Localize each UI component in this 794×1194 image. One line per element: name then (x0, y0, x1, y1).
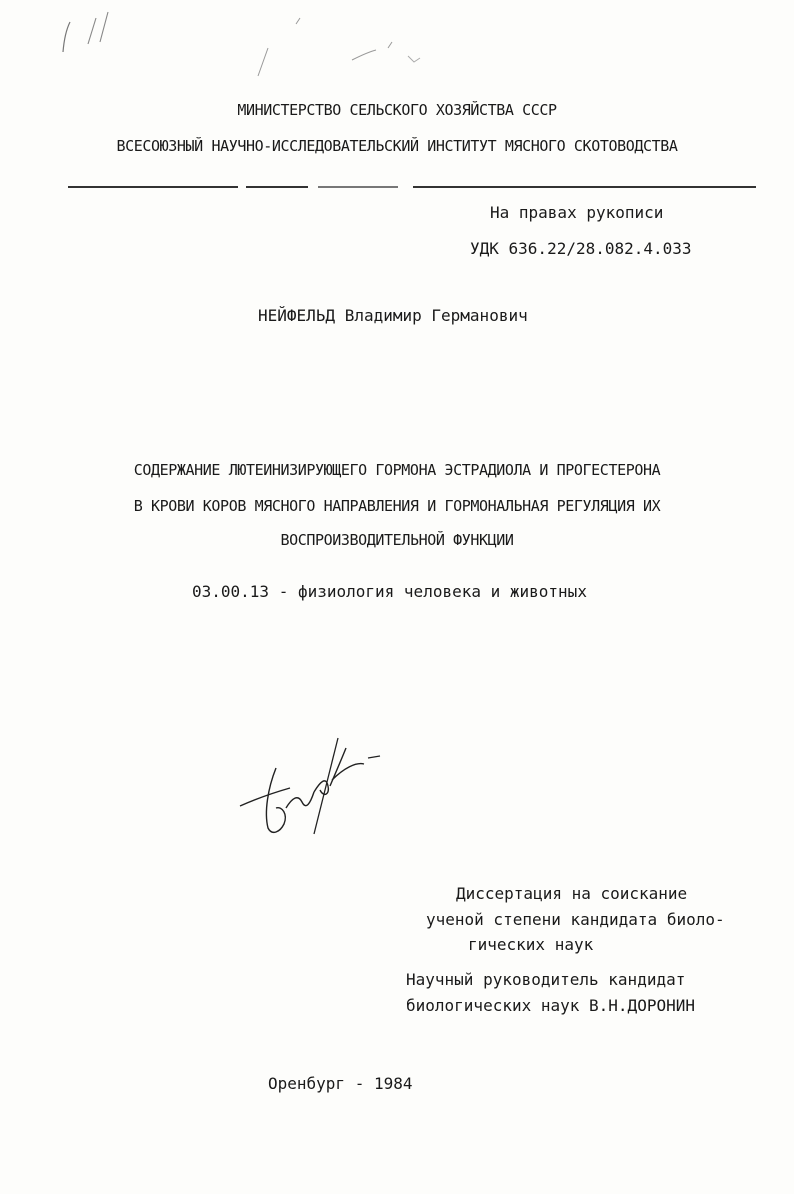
signature (228, 728, 408, 848)
institute-title: ВСЕСОЮЗНЫЙ НАУЧНО-ИССЛЕДОВАТЕЛЬСКИЙ ИНСТИТУТ МЯСНОГО СКОТОВОДСТВА (116, 137, 678, 155)
udc-code: УДК 636.22/28.082.4.033 (470, 239, 692, 258)
specialty-code: 03.00.13 - физиология человека и животных (192, 582, 587, 601)
supervisor-line-2: биологических наук В.Н.ДОРОНИН (406, 996, 695, 1015)
dissertation-line-1: Диссертация на соискание (456, 884, 688, 903)
title-line-3: ВОСПРОИЗВОДИТЕЛЬНОЙ ФУНКЦИИ (280, 531, 514, 549)
pencil-marks (0, 0, 794, 90)
manuscript-rights: На правах рукописи (490, 203, 664, 222)
ministry-title: МИНИСТЕРСТВО СЕЛЬСКОГО ХОЗЯЙСТВА СССР (237, 101, 557, 119)
place-year: Оренбург - 1984 (268, 1074, 413, 1093)
title-line-1: СОДЕРЖАНИЕ ЛЮТЕИНИЗИРУЮЩЕГО ГОРМОНА ЭСТРАДИОЛА И ПРОГЕСТЕРОНА (133, 461, 661, 479)
header-divider (68, 186, 756, 188)
dissertation-line-3: гических наук (468, 935, 594, 954)
dissertation-line-2: ученой степени кандидата биоло- (426, 910, 725, 929)
supervisor-line-1: Научный руководитель кандидат (406, 970, 686, 989)
title-line-2: В КРОВИ КОРОВ МЯСНОГО НАПРАВЛЕНИЯ И ГОРМОНАЛЬНАЯ РЕГУЛЯЦИЯ ИХ (133, 497, 661, 515)
author-name: НЕЙФЕЛЬД Владимир Германович (258, 306, 528, 325)
